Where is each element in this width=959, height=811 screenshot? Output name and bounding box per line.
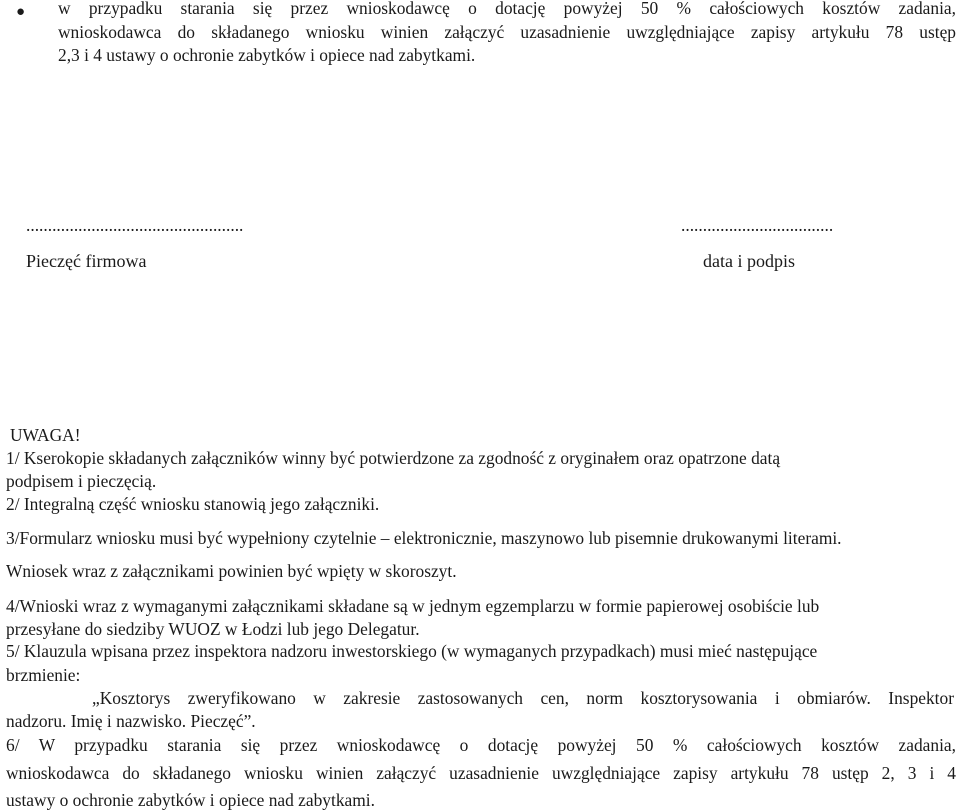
note-4-line-1: 4/Wnioski wraz z wymaganymi załącznikami składane są w jednym egzemplarzu w formie papierowej osobiście lub [6, 596, 820, 616]
date-signature-label: data i podpis [703, 251, 795, 271]
bullet-text-line-2: wnioskodawca do składanego wniosku winien załączyć uzasadnienie uwzględniające zapisy artykułu 78 ustęp [58, 22, 956, 42]
note-6-line-2: wnioskodawca do składanego wniosku winien załączyć uzasadnienie uwzględniające zapisy artykułu 78 ustęp 2, 3 i 4 [6, 763, 956, 783]
note-4-line-2: przesyłane do siedziby WUOZ w Łodzi lub jego Delegatur. [6, 619, 420, 639]
company-stamp-dotted-line: .................................................. [26, 215, 244, 235]
note-5-quote-line-1: „Kosztorys zweryfikowano w zakresie zastosowanych cen, norm kosztorysowania i obmiarów. Inspektor [92, 688, 954, 708]
bullet-text-line-3: 2,3 i 4 ustawy o ochronie zabytków i opiece nad zabytkami. [58, 45, 476, 65]
note-2: 2/ Integralną część wniosku stanowią jego załączniki. [6, 494, 380, 514]
note-3: 3/Formularz wniosku musi być wypełniony czytelnie – elektronicznie, maszynowo lub pisemnie drukowanymi literami. [6, 528, 842, 548]
company-stamp-label: Pieczęć firmowa [26, 251, 147, 271]
note-1-line-2: podpisem i pieczęcią. [6, 471, 157, 491]
bullet-text-line-1: w przypadku starania się przez wnioskodawcę o dotację powyżej 50 % całościowych kosztów zadania, [58, 0, 956, 18]
date-signature-dotted-line: ................................... [681, 215, 834, 235]
note-3b: Wniosek wraz z załącznikami powinien być wpięty w skoroszyt. [6, 561, 457, 581]
note-5-line-2: brzmienie: [6, 665, 81, 685]
note-1-line-1: 1/ Kserokopie składanych załączników winny być potwierdzone za zgodność z oryginałem oraz opatrzone datą [6, 448, 781, 468]
notes-heading: UWAGA! [10, 425, 81, 445]
note-5-quote-line-2: nadzoru. Imię i nazwisko. Pieczęć”. [6, 711, 256, 731]
note-6-line-1: 6/ W przypadku starania się przez wnioskodawcę o dotację powyżej 50 % całościowych kosztów zadania, [6, 735, 956, 755]
note-6-line-3: ustawy o ochronie zabytków i opiece nad zabytkami. [6, 790, 375, 810]
note-5-line-1: 5/ Klauzula wpisana przez inspektora nadzoru inwestorskiego (w wymaganych przypadkach) musi mieć następujące [6, 641, 818, 661]
bullet-marker: ● [16, 4, 26, 20]
